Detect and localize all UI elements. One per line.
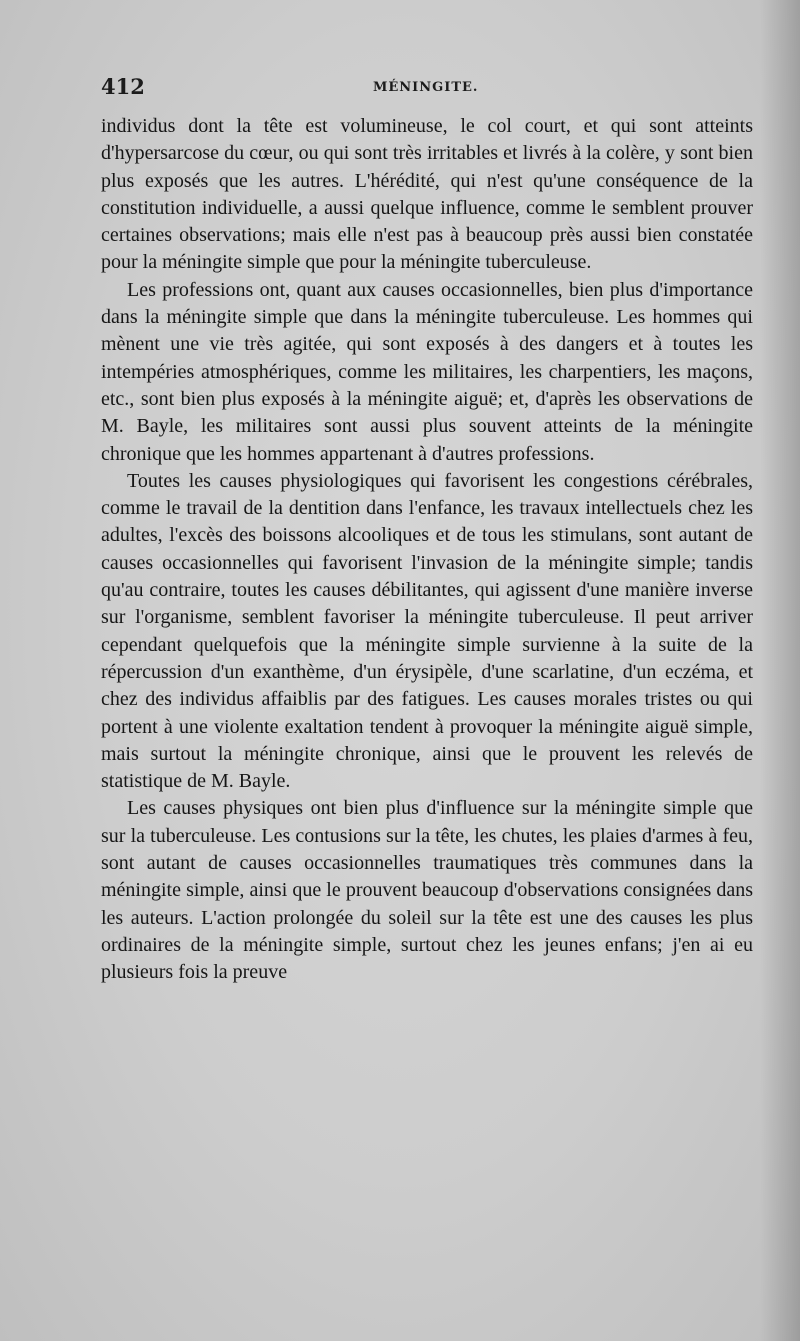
page-header	[101, 74, 753, 104]
paragraph-professions: Les professions ont, quant aux causes occasionnelles, bien plus d'importance dans la méningite simple que dans la méningite tuberculeuse. Les hommes qui mènent une vie très agitée, qui sont exposés à des dangers et à toutes les intempéries atmosphériques, comme les militaires, les charpentiers, les maçons, etc., sont bien plus exposés à la méningite aiguë; et, d'après les observations de M. Bayle, les militaires sont aussi plus souvent atteints de la méningite chronique que les hommes appartenant à d'autres professions.	[101, 278, 753, 465]
page-number: 412	[101, 74, 145, 99]
paragraph-physical-causes: Les causes physiques ont bien plus d'influence sur la méningite simple que sur la tuberculeuse. Les contusions sur la tête, les chutes, les plaies d'armes à feu, sont autant de causes occasionnelles traumatiques très communes dans la méningite simple, ainsi que le prouvent beaucoup d'observations consignées dans les auteurs. L'action prolongée du soleil sur la tête est une des causes les plus ordinaires de la méningite simple, surtout chez les jeunes enfans; j'en ai eu plusieurs fois la preuve	[101, 797, 753, 984]
body-text	[101, 113, 753, 987]
page-edge-shadow	[760, 0, 800, 1341]
paragraph-physiological-causes: Toutes les causes physiologiques qui favorisent les congestions cérébrales, comme le travail de la dentition dans l'enfance, les travaux intellectuels chez les adultes, l'excès des boissons alcooliques et de tous les stimulans, sont autant de causes occasionnelles qui favorisent l'invasion de la méningite simple; tandis qu'au contraire, toutes les causes débilitantes, qui agissent d'une manière inverse sur l'organisme, semblent favoriser la méningite tuberculeuse. Il peut arriver cependant quelquefois que la méningite simple survienne à la suite de la répercussion d'un exanthème, d'un érysipèle, d'une scarlatine, d'un eczéma, et chez des individus affaiblis par des fatigues. Les causes morales tristes ou qui portent à une violente exaltation tendent à provoquer la méningite aiguë simple, mais surtout la méningite chronique, ainsi que le prouvent les relevés de statistique de M. Bayle.	[101, 469, 753, 793]
running-title: MÉNINGITE.	[373, 80, 479, 95]
paragraph-continued: individus dont la tête est volumineuse, le col court, et qui sont atteints d'hypersarcose du cœur, ou qui sont très irritables et livrés à la colère, y sont bien plus exposés que les autres. L'hérédité, qui n'est qu'une conséquence de la constitution individuelle, a aussi quelque influence, comme le semblent prouver certaines observations; mais elle n'est pas à beaucoup près aussi bien constatée pour la méningite simple que pour la méningite tuberculeuse.	[101, 115, 753, 274]
